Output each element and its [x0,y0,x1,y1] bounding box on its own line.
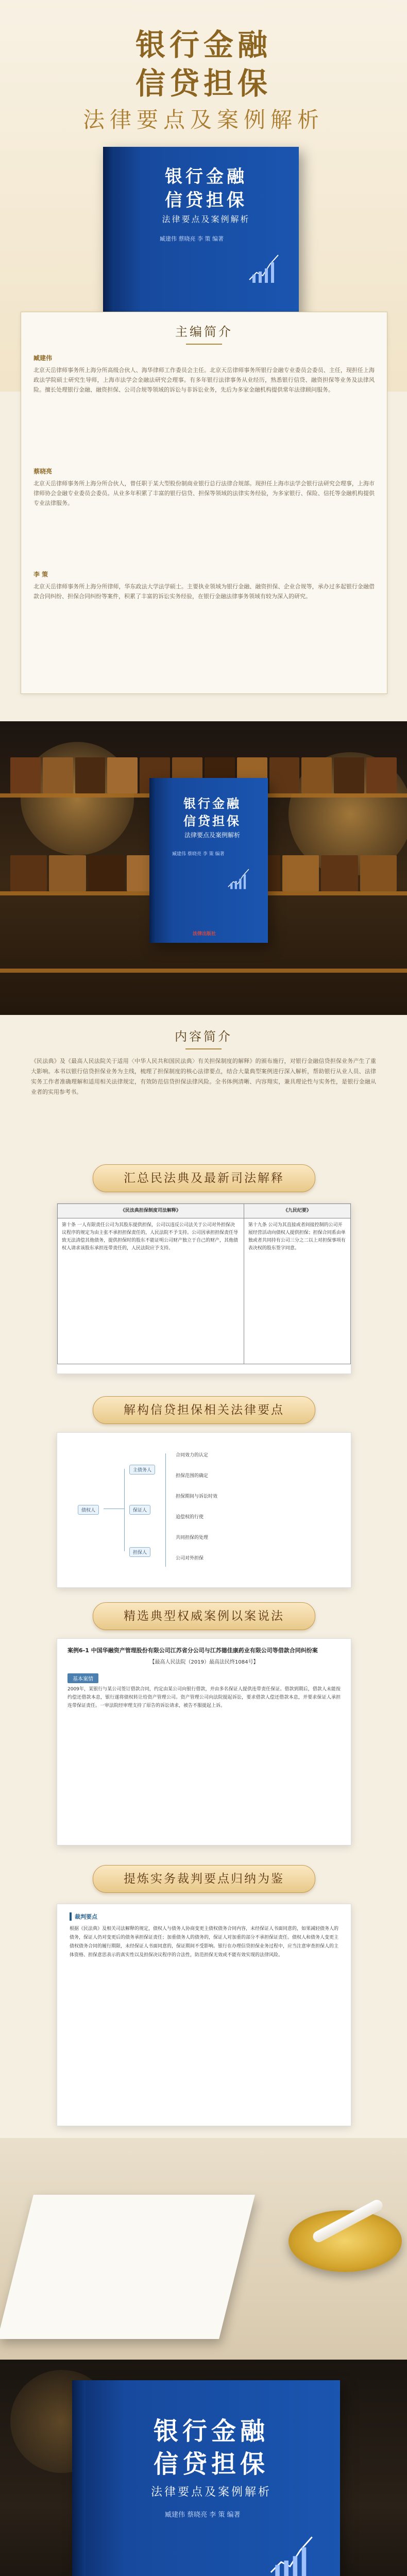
library-photo [0,721,407,1015]
cover-title1: 银行金融 [183,796,241,811]
author-block-3 [33,570,375,601]
mindmap-leaf: 追偿权的行使 [176,1515,204,1520]
author-block-2 [33,467,375,508]
summary-text: 《民法典》及《最高人民法院关于适用〈中华人民共和国民法典〉有关担保制度的解释》的颁布施行，对银行金融信贷担保业务产生了重大影响。本书以银行信贷担保业务为主线，梳理了担保制度的核心法律要点，结合大量典型案例进行深入解析，帮助银行从业人员、法律实务工作者准确理解和适用相关法律规定，有效防范信贷担保法律风险。全书体例清晰、内容翔实，兼具理论性与实务性，是银行金融从业者的实用参考书。 [31,1058,376,1095]
cover-chart-icon [227,866,252,891]
cover-title1: 银行金融 [153,2417,269,2446]
content-summary [0,1020,407,1154]
shelf-board [0,969,407,973]
case-section-label: 基本案情 [67,1673,98,1683]
table-header: 《民法典担保制度司法解释》 [58,1204,244,1218]
intro-heading-text: 主编简介 [175,325,233,339]
author-name: 臧建伟 [33,354,53,362]
cover-authors: 臧建伟 蔡晓亮 李 策 编著 [160,235,224,242]
table-header: 《九民纪要》 [244,1204,350,1218]
mindmap-doc [57,1432,351,1588]
hero-title-line2: 信贷担保 [135,66,272,101]
author-bio: 北京天岳律师事务所上海分所合伙人，曾任职于某大型股份制商业银行总行法律合规部。现担任上海市法学会银行法研究会理事，上海市律师协会金融专业委员会委员。从业多年积累了丰富的银行信贷、担保等领域的法律实务经验，为多家银行、保险、信托等金融机构提供专业法律服务。 [33,480,375,506]
feature-points [0,1391,407,1597]
mindmap-root: 债权人 [78,1505,99,1515]
cover-title1: 银行金融 [165,166,247,187]
cover-title2: 信贷担保 [183,814,241,828]
mindmap-leaf: 合同效力的认定 [176,1453,209,1458]
cover-chart-icon [247,250,283,286]
cover-title2: 信贷担保 [153,2450,269,2479]
cover-authors: 臧建伟 蔡晓亮 李 策 编著 [172,852,225,857]
summary-heading-text: 内容简介 [175,1029,232,1044]
feature-pill: 汇总民法典及最新司法解释 [93,1164,315,1192]
cover-title2: 信贷担保 [165,190,247,211]
table-cell: 第十条 一人有限责任公司为其股东提供担保，公司以违反公司法关于公司对外担保决议程序的规定为由主张不承担担保责任的，人民法院不予支持。公司因承担担保责任导致无法清偿其他债务，提供担保时的股东不能证明公司财产独立于自己的财产，其他债权人请求该股东承担连带责任的，人民法院应予支持。 [58,1218,244,1364]
summary-heading [0,1026,407,1049]
author-block-1 [33,353,375,395]
summary-heading-underline [185,1048,222,1049]
table-cell: 第十九条 公司为其直接或者间接控制的公司开展经营活动向债权人提供担保；担保合同系由单独或者共同持有公司三分之二以上对担保事项有表决权的股东签字同意。 [244,1218,350,1364]
trial-points-doc [57,1904,351,2126]
editor-intro-card [21,312,387,694]
mindmap-connector [124,1469,125,1551]
feature-pill: 提炼实务裁判要点归纳为鉴 [93,1865,315,1893]
author-name: 李 策 [33,571,48,578]
mindmap-branch: 保证人 [129,1505,150,1515]
case-body: 2009年，某银行与某公司签订借款合同，约定由某公司向银行借款，并由多名保证人提供连带责任保证。借款到期后，借款人未能按约偿还借款本息，银行遂将债权转让给资产管理公司。资产管理公司向法院提起诉讼，要求借款人偿还借款本息，并要求保证人承担连带保证责任。一审法院经审理支持了原告的诉讼请求，被告不服提起上诉。 [67,1687,341,1708]
cover-publisher: 法律出版社 [193,931,216,937]
mindmap-leaf: 担保期间与诉讼时效 [176,1494,218,1499]
book-cover [103,147,299,327]
intro-heading [21,321,387,345]
book-spine [103,147,114,327]
feature-pill: 解构信贷担保相关法律要点 [93,1396,315,1424]
intro-heading-underline [186,344,222,345]
feature-trial-points [0,1855,407,2138]
mindmap-connector [165,1453,166,1567]
trial-points-body: 根据《民法典》及相关司法解释的规定，债权人与债务人协商变更主债权债务合同内容，未经保证人书面同意的，如果减轻债务人的债务，保证人仍对变更后的债务承担保证责任；加重债务人的债务的，保证人对加重的部分不承担保证责任。债权人和债务人变更主债权债务合同的履行期限，未经保证人书面同意的，保证期间不受影响。银行在办理信贷担保业务过程中，应当注意审查担保人的主体资格、担保意思表示的真实性以及担保决议程序的合法性，防范担保无效或不能有效实现的法律风险。 [70,1926,339,1958]
mindmap-leaf: 共同担保的处理 [176,1535,209,1540]
hero-subtitle: 法律要点及案例解析 [82,107,324,132]
author-name: 蔡晓亮 [33,468,53,475]
feature-laws [0,1154,407,1391]
open-book-photo [0,2138,407,2360]
author-bio: 北京天岳律师事务所上海分所高级合伙人、海华律师工作委员会主任。北京天岳律师事务所银行金融专业委员会委员、主任，现担任上海政法学院硕士研究生导师，上海市法学会金融法研究会理事。有多年银行法律事务从业经历，熟悉银行信贷、融资担保等业务及法律风险。擅长处理银行金融、融资担保、公司合规等领域的诉讼与非诉讼业务，先后为多家金融机构提供常年法律顾问服务。 [33,367,375,393]
trial-points-label: 裁判要点 [70,1912,97,1921]
cover-subtitle: 法律要点及案例解析 [184,832,240,839]
law-compare-table-doc [57,1203,351,1374]
cover-subtitle: 法律要点及案例解析 [150,2486,272,2499]
book-cover-photo [149,778,268,943]
law-compare-table [57,1204,351,1364]
hero-title-line1: 银行金融 [135,27,272,62]
mindmap-leaf: 担保范围的确定 [176,1473,209,1479]
cover-authors: 臧建伟 蔡晓亮 李 策 编著 [165,2511,241,2519]
book-spine [149,778,157,943]
case-title: 案例6-1 中国华融资产管理股份有限公司江苏省分公司与江苏德佳康药业有限公司等借款合同纠纷案 [67,1647,318,1654]
cover-subtitle: 法律要点及案例解析 [162,214,250,224]
case-doc [57,1638,351,1845]
book-spine [72,2380,86,2576]
feature-pill: 精选典型权威案例以案说法 [93,1602,315,1630]
book-cover-bottom [72,2380,340,2576]
open-book [0,2195,255,2339]
cover-chart-icon [268,2530,319,2576]
mindmap-branch: 主债务人 [129,1465,155,1475]
mindmap-leaf: 公司对外担保 [176,1556,204,1561]
feature-cases [0,1597,407,1855]
case-citation: 【最高人民法院（2019）最高法民终1084号】 [149,1659,259,1665]
bottom-book-photo [0,2360,407,2576]
mindmap-branch: 担保人 [129,1547,150,1557]
author-bio: 北京天岳律师事务所上海分所律师，华东政法大学法学硕士。主要执业领域为银行金融、融资担保、企业合规等，承办过多起银行金融借款合同纠纷、担保合同纠纷等案件，积累了丰富的诉讼实务经验，在银行金融法律事务领域有较为深入的研究。 [33,583,375,600]
